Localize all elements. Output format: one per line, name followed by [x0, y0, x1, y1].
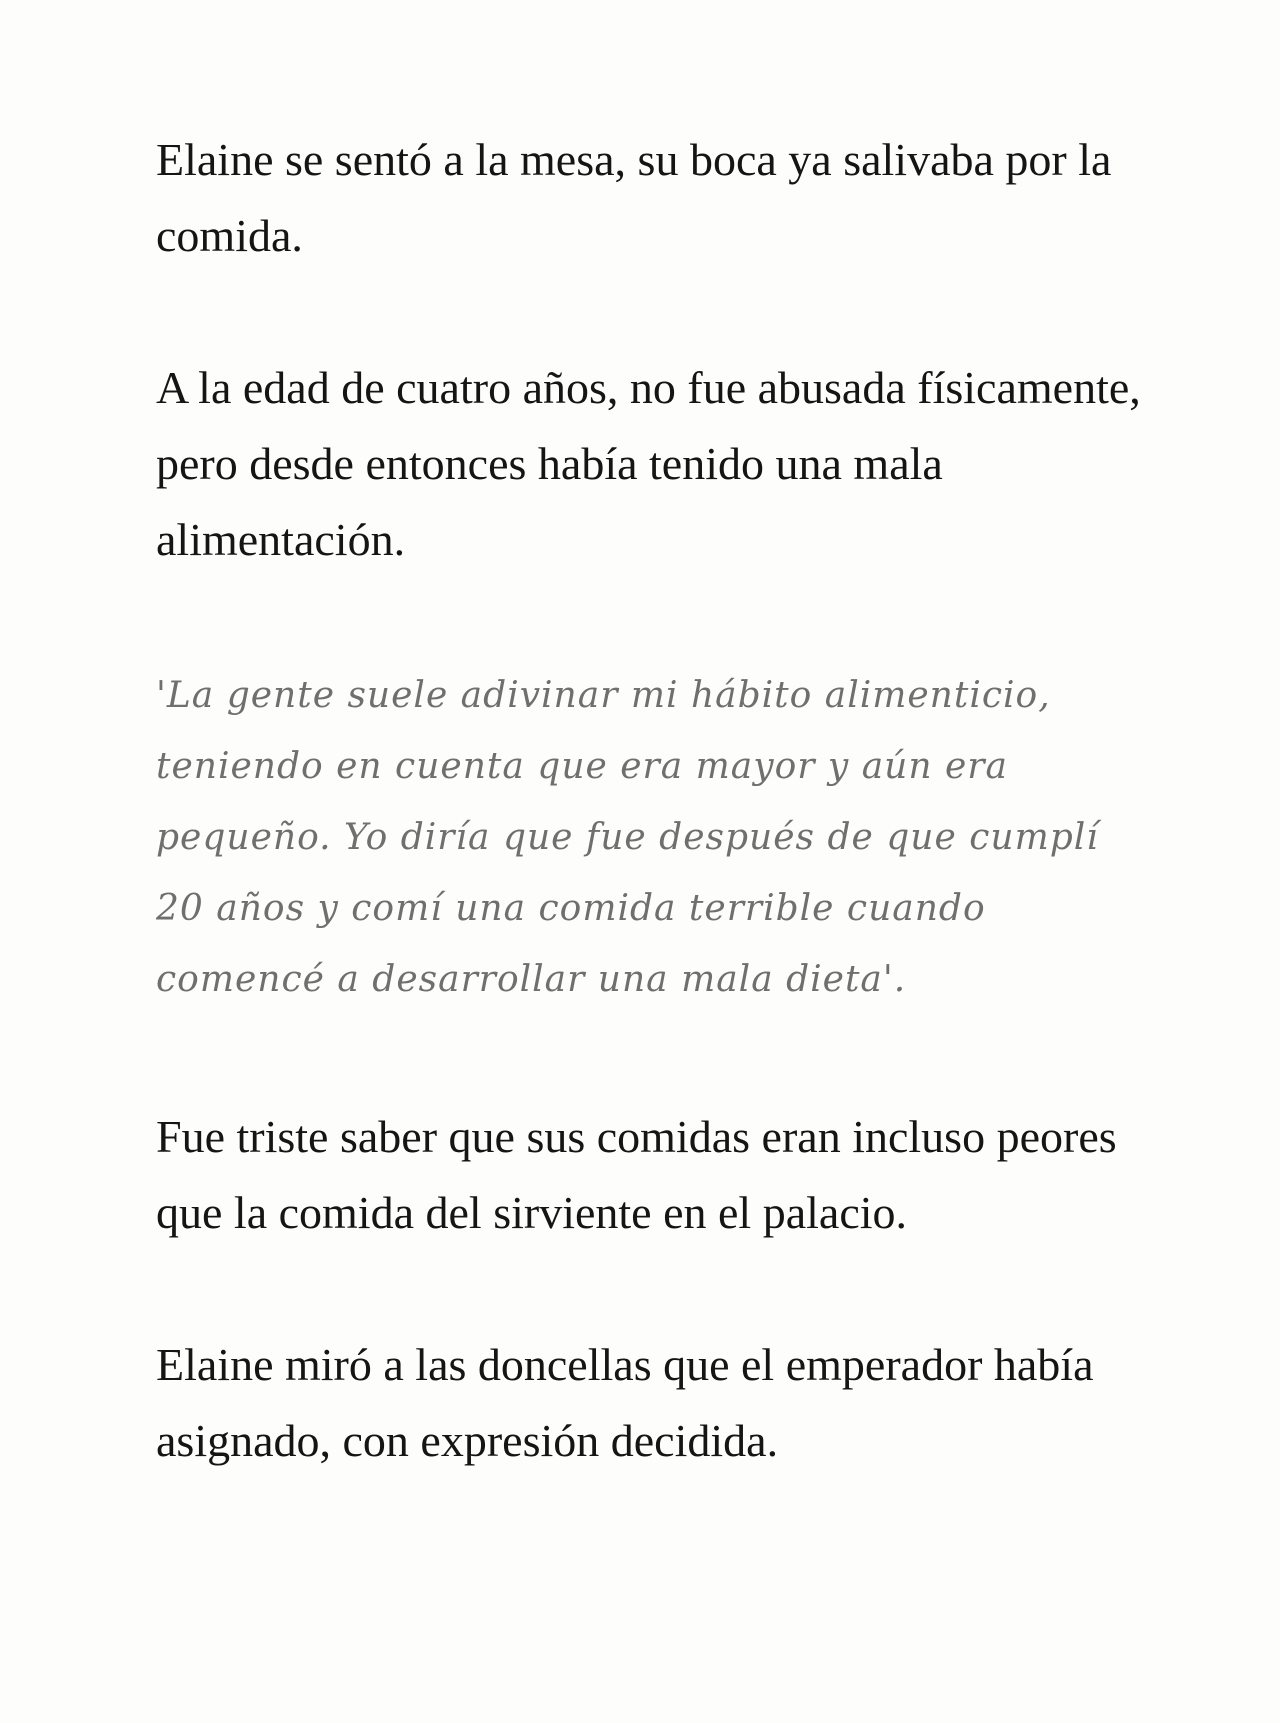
paragraph-3: Fue triste saber que sus comidas eran incluso peores que la comida del sirviente en el palacio.	[156, 1111, 1117, 1238]
inner-thought-quote: 'La gente suele adivinar mi hábito alimenticio, teniendo en cuenta que era mayor y aún era pequeño. Yo diría que fue después de que cumplí 20 años y comí una comida terrible cuando comencé a desarrollar una mala dieta'.	[156, 675, 1099, 1000]
story-page	[156, 122, 1176, 1479]
paragraph-2: A la edad de cuatro años, no fue abusada físicamente, pero desde entonces había tenido una mala alimentación.	[156, 362, 1141, 565]
paragraph-1: Elaine se sentó a la mesa, su boca ya salivaba por la comida.	[156, 134, 1112, 261]
paragraph-4: Elaine miró a las doncellas que el emperador había asignado, con expresión decidida.	[156, 1339, 1094, 1466]
